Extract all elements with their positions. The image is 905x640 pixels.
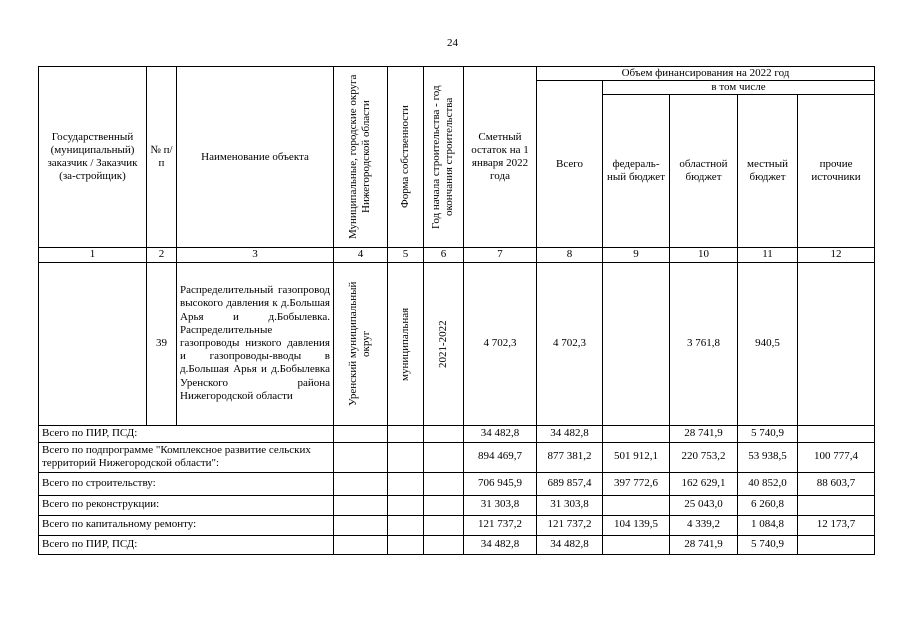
row39-num: 39 (147, 262, 177, 425)
header-incl: в том числе (603, 81, 875, 95)
total-regional: 25 043,0 (670, 495, 738, 515)
total-balance: 894 469,7 (464, 442, 537, 472)
header-municipality-cell (334, 67, 388, 248)
row39-years: 2021-2022 (436, 319, 449, 368)
header-ownership: Форма собственности (398, 105, 411, 209)
column-number-row (39, 248, 875, 262)
total-local: 5 740,9 (738, 425, 798, 442)
total-local: 53 938,5 (738, 442, 798, 472)
row39-ownership-cell (388, 262, 424, 425)
total-other (798, 495, 875, 515)
col-number: 7 (464, 248, 537, 262)
row39-total: 4 702,3 (537, 262, 603, 425)
total-local: 5 740,9 (738, 535, 798, 554)
col-number: 11 (738, 248, 798, 262)
total-regional: 220 753,2 (670, 442, 738, 472)
header-total: Всего (537, 81, 603, 248)
row39-object: Распределительный газопровод высокого давления к д.Большая Арья и д.Бобылевка. Распределительные газопроводы низкого давления и газопроводы-вводы в д.Большая Арья и д.Бобылевка Уренского района Нижегородской области (177, 262, 334, 425)
row39-other (798, 262, 875, 425)
row39-federal (603, 262, 670, 425)
financing-table (38, 66, 875, 555)
total-total: 121 737,2 (537, 515, 603, 535)
row39-years-cell (424, 262, 464, 425)
row39-municipality: Уренский муниципальный округ (347, 281, 373, 406)
col-number: 12 (798, 248, 875, 262)
header-other: прочие источники (798, 95, 875, 248)
total-label: Всего по ПИР, ПСД: (39, 425, 334, 442)
total-regional: 28 741,9 (670, 535, 738, 554)
row39-ownership: муниципальная (398, 306, 411, 381)
header-federal: федераль-ный бюджет (603, 95, 670, 248)
total-other (798, 425, 875, 442)
col-number: 8 (537, 248, 603, 262)
col-number: 5 (388, 248, 424, 262)
col-number: 1 (39, 248, 147, 262)
total-local: 6 260,8 (738, 495, 798, 515)
total-federal (603, 535, 670, 554)
header-num: № п/п (147, 67, 177, 248)
col-number: 3 (177, 248, 334, 262)
header-object: Наименование объекта (177, 67, 334, 248)
total-row (39, 425, 875, 442)
total-row (39, 495, 875, 515)
total-other: 100 777,4 (798, 442, 875, 472)
header-balance: Сметный остаток на 1 января 2022 года (464, 67, 537, 248)
total-label: Всего по реконструкции: (39, 495, 334, 515)
header-local: местный бюджет (738, 95, 798, 248)
header-customer: Государственный (муниципальный) заказчик / Заказчик (за-стройщик) (39, 67, 147, 248)
row39-customer (39, 262, 147, 425)
total-federal (603, 425, 670, 442)
total-row (39, 442, 875, 472)
row39-regional: 3 761,8 (670, 262, 738, 425)
total-balance: 34 482,8 (464, 425, 537, 442)
total-federal: 501 912,1 (603, 442, 670, 472)
total-balance: 706 945,9 (464, 472, 537, 495)
total-row (39, 472, 875, 495)
total-federal (603, 495, 670, 515)
total-balance: 31 303,8 (464, 495, 537, 515)
col-number: 4 (334, 248, 388, 262)
total-other: 12 173,7 (798, 515, 875, 535)
header-ownership-cell (388, 67, 424, 248)
total-total: 34 482,8 (537, 425, 603, 442)
total-row (39, 515, 875, 535)
row39-balance: 4 702,3 (464, 262, 537, 425)
header-regional: областной бюджет (670, 95, 738, 248)
header-years-cell (424, 67, 464, 248)
total-regional: 28 741,9 (670, 425, 738, 442)
row39-local: 940,5 (738, 262, 798, 425)
total-federal: 397 772,6 (603, 472, 670, 495)
header-municipality: Муниципальные, городские округа Нижегородской области (347, 74, 373, 240)
col-number: 9 (603, 248, 670, 262)
total-label: Всего по ПИР, ПСД: (39, 535, 334, 554)
total-local: 1 084,8 (738, 515, 798, 535)
header-funding: Объем финансирования на 2022 год (537, 67, 875, 81)
col-number: 6 (424, 248, 464, 262)
total-total: 31 303,8 (537, 495, 603, 515)
total-balance: 34 482,8 (464, 535, 537, 554)
total-regional: 4 339,2 (670, 515, 738, 535)
total-total: 689 857,4 (537, 472, 603, 495)
col-number: 2 (147, 248, 177, 262)
total-federal: 104 139,5 (603, 515, 670, 535)
total-other (798, 535, 875, 554)
col-number: 10 (670, 248, 738, 262)
total-local: 40 852,0 (738, 472, 798, 495)
page-number: 24 (447, 37, 458, 49)
total-total: 877 381,2 (537, 442, 603, 472)
total-regional: 162 629,1 (670, 472, 738, 495)
total-label: Всего по строительству: (39, 472, 334, 495)
total-total: 34 482,8 (537, 535, 603, 554)
total-label: Всего по подпрограмме "Комплексное развитие сельских территорий Нижегородской области": (39, 442, 334, 472)
total-row (39, 535, 875, 554)
table-row (39, 262, 875, 425)
total-label: Всего по капитальному ремонту: (39, 515, 334, 535)
total-balance: 121 737,2 (464, 515, 537, 535)
row39-municipality-cell (334, 262, 388, 425)
header-years: Год начала строительства - год окончания строительства (430, 85, 456, 229)
header-row-1 (39, 67, 875, 81)
total-other: 88 603,7 (798, 472, 875, 495)
